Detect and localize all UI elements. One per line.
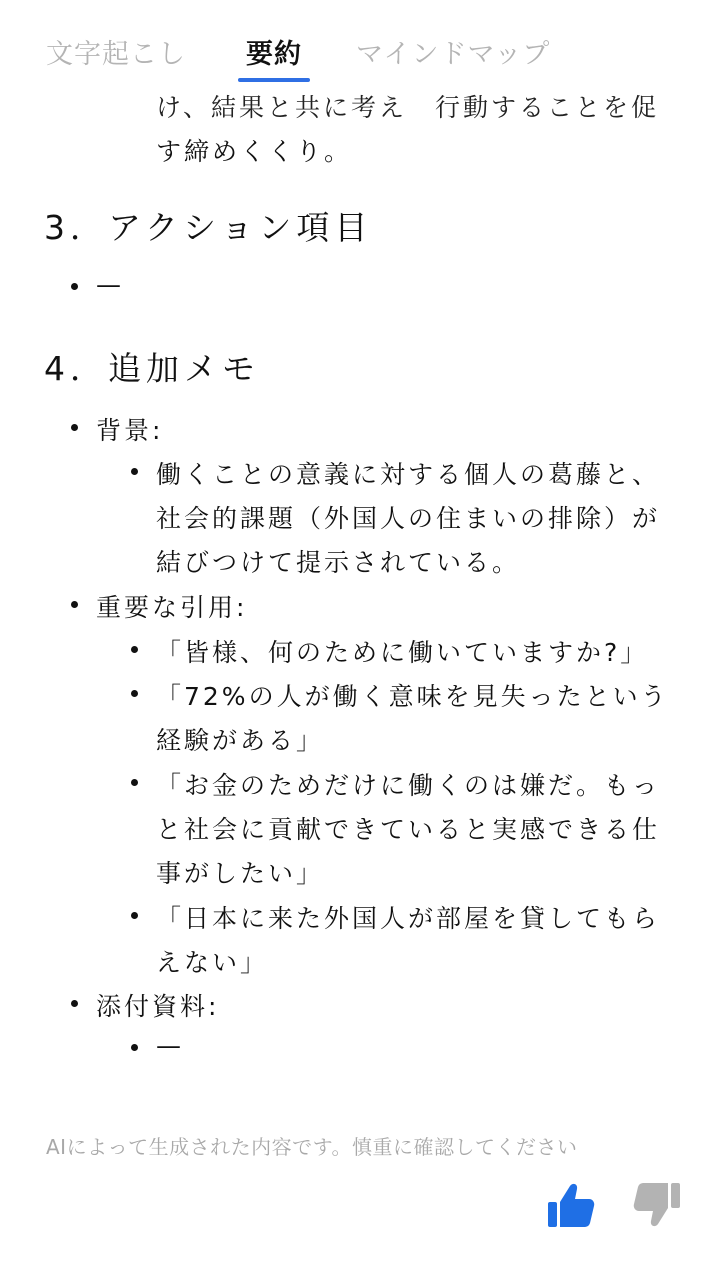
- bullet: [131, 690, 138, 697]
- summary-line-end: す締めくくり。: [156, 137, 353, 166]
- ai-disclaimer: AIによって生成された内容です。慎重に確認してください: [46, 1135, 578, 1159]
- quote-3-line-3: 事がしたい」: [156, 859, 325, 888]
- bullet: [71, 601, 78, 608]
- thumbs-up-icon[interactable]: [546, 1180, 596, 1230]
- bullet: [71, 1000, 78, 1007]
- tab-transcription[interactable]: 文字起こし: [46, 39, 186, 70]
- background-label: 背景:: [96, 416, 164, 445]
- attachments-label: 添付資料:: [96, 992, 220, 1021]
- quote-4-line-2: えない」: [156, 948, 269, 977]
- summary-cut-line: け、結果と共に考え 行動することを促: [156, 93, 660, 122]
- bullet: [131, 1044, 138, 1051]
- action-item-empty: —: [96, 270, 124, 299]
- quote-4-line-1: 「日本に来た外国人が部屋を貸してもら: [156, 904, 661, 933]
- tab-bar: [0, 0, 709, 90]
- section-heading-additional-notes: 4．追加メモ: [44, 349, 260, 388]
- section-heading-action-items: 3．アクション項目: [44, 208, 373, 247]
- active-tab-indicator: [238, 78, 310, 82]
- background-line-1: 働くことの意義に対する個人の葛藤と、: [156, 460, 661, 489]
- background-line-2: 社会的課題（外国人の住まいの排除）が: [156, 504, 661, 533]
- bullet: [71, 424, 78, 431]
- background-line-3: 結びつけて提示されている。: [156, 548, 521, 577]
- bullet: [71, 283, 78, 290]
- quote-3-line-1: 「お金のためだけに働くのは嫌だ。もっ: [156, 771, 661, 800]
- quote-2-line-2: 経験がある」: [156, 726, 325, 755]
- bullet: [131, 646, 138, 653]
- tab-summary[interactable]: 要約: [246, 39, 302, 70]
- quote-3-line-2: と社会に貢献できていると実感できる仕: [156, 815, 661, 844]
- bullet: [131, 468, 138, 475]
- tab-mindmap[interactable]: マインドマップ: [356, 39, 551, 70]
- quotes-label: 重要な引用:: [96, 593, 248, 622]
- bullet: [131, 779, 138, 786]
- quote-2-line-1: 「72%の人が働く意味を見失ったという: [156, 682, 669, 711]
- attachment-item-empty: —: [156, 1031, 184, 1060]
- quote-1: 「皆様、何のために働いていますか?」: [156, 638, 649, 667]
- thumbs-down-icon[interactable]: [632, 1180, 682, 1230]
- bullet: [131, 912, 138, 919]
